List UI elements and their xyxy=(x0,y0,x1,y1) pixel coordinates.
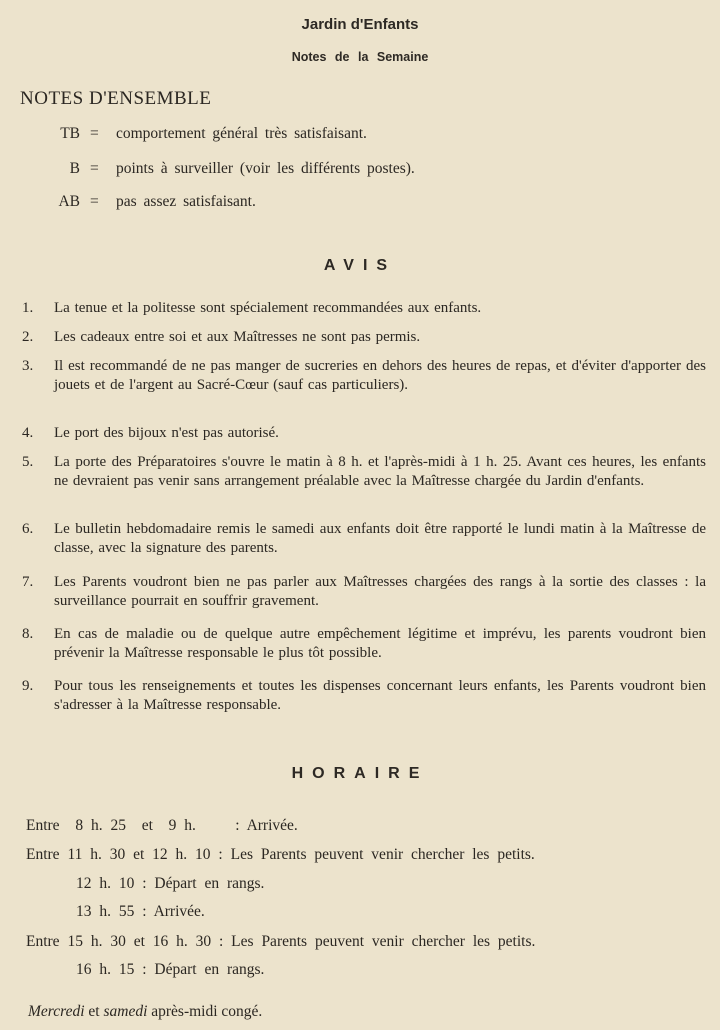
footer-connector: et xyxy=(88,1003,100,1020)
horaire-heading: HORAIRE xyxy=(291,765,429,782)
horaire-row: Entre 8 h. 25 et 9 h. : Arrivée. xyxy=(26,817,298,834)
avis-item-text: Les cadeaux entre soi et aux Maîtresses ne sont pas permis. xyxy=(54,329,421,345)
footer-day-saturday: samedi xyxy=(103,1003,148,1020)
avis-item-text: Il est recommandé de ne pas manger de sucreries en dehors des heures de repas, et d'éviter d'apporter des jouets et de l'argent au Sacré-Cœur (sauf cas particuliers). xyxy=(54,358,706,393)
avis-item-number: 1. xyxy=(22,300,34,316)
notes-heading: NOTES D'ENSEMBLE xyxy=(20,88,212,109)
avis-item-text: Les Parents voudront bien ne pas parler aux Maîtresses chargées des rangs à la sortie des classes : la surveillance pourrait en souffrir gravement. xyxy=(54,574,706,609)
note-code: AB xyxy=(58,193,80,210)
note-text: comportement général très satisfaisant. xyxy=(116,125,367,142)
note-text: pas assez satisfaisant. xyxy=(116,193,256,210)
horaire-row: Entre 11 h. 30 et 12 h. 10 : Les Parents peuvent venir chercher les petits. xyxy=(26,846,535,863)
avis-item-number: 5. xyxy=(22,454,34,470)
avis-item-text: En cas de maladie ou de quelque autre empêchement légitime et imprévu, les parents voudront bien prévenir la Maîtresse responsable le plus tôt possible. xyxy=(54,626,706,661)
footer-day-wednesday: Mercredi xyxy=(28,1003,85,1020)
avis-item-number: 7. xyxy=(22,574,34,590)
note-equals: = xyxy=(90,193,99,210)
avis-item-number: 2. xyxy=(22,329,34,345)
note-code: B xyxy=(69,160,80,177)
avis-item-number: 4. xyxy=(22,425,34,441)
avis-item-number: 6. xyxy=(22,521,34,537)
avis-item-number: 8. xyxy=(22,626,34,642)
note-equals: = xyxy=(90,125,99,142)
avis-item-text: Pour tous les renseignements et toutes les dispenses concernant leurs enfants, les Parents voudront bien s'adresser à la Maîtresse responsable. xyxy=(54,678,706,713)
avis-item-number: 3. xyxy=(22,358,34,374)
footer-note xyxy=(28,1003,262,1021)
horaire-row: 16 h. 15 : Départ en rangs. xyxy=(76,961,265,978)
horaire-row: 12 h. 10 : Départ en rangs. xyxy=(76,875,265,892)
note-equals: = xyxy=(90,160,99,177)
footer-rest: après-midi congé. xyxy=(151,1003,263,1020)
avis-item-number: 9. xyxy=(22,678,34,694)
page-title: Jardin d'Enfants xyxy=(301,16,419,33)
avis-item-text: Le port des bijoux n'est pas autorisé. xyxy=(54,425,279,441)
avis-item-text: La tenue et la politesse sont spécialement recommandées aux enfants. xyxy=(54,300,482,316)
horaire-row: Entre 15 h. 30 et 16 h. 30 : Les Parents peuvent venir chercher les petits. xyxy=(26,933,536,950)
note-text: points à surveiller (voir les différents postes). xyxy=(116,160,415,177)
avis-item-text: Le bulletin hebdomadaire remis le samedi aux enfants doit être rapporté le lundi matin à la Maîtresse de classe, avec la signature des parents. xyxy=(54,521,706,556)
avis-item-text: La porte des Préparatoires s'ouvre le matin à 8 h. et l'après-midi à 1 h. 25. Avant ces heures, les enfants ne devraient pas venir sans arrangement préalable avec la Maîtresse chargée du Jardin d'enfants. xyxy=(54,454,706,489)
horaire-row: 13 h. 55 : Arrivée. xyxy=(76,903,205,920)
avis-heading: AVIS xyxy=(323,257,397,274)
note-code: TB xyxy=(60,125,80,142)
page-subtitle: Notes de la Semaine xyxy=(291,50,429,64)
